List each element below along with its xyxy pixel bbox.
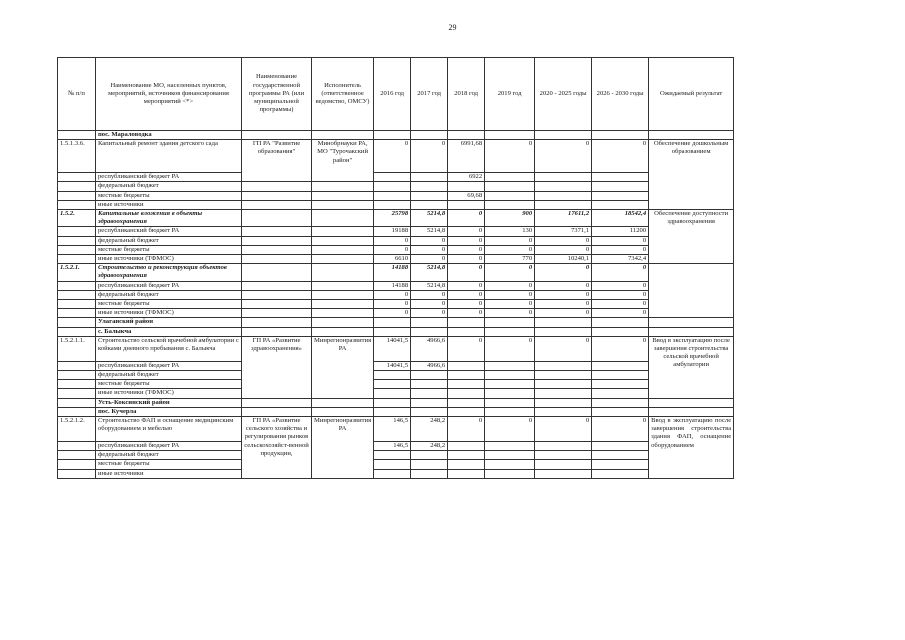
funding-source: республиканский бюджет РА [96, 173, 242, 182]
table-row [58, 281, 734, 290]
value-2016: 14041,5 [374, 361, 411, 370]
program-name: ГП РА «Развитие здравоохранения» [242, 336, 312, 398]
funding-source: иные источники (ТФМОС) [96, 255, 242, 264]
value-2026-2030: 0 [592, 281, 649, 290]
measure-name: Строительство сельской врачебной амбулатории с койками дневного пребывания с. Балыкча [96, 336, 242, 361]
value-2017: 0 [411, 255, 448, 264]
table-row [58, 255, 734, 264]
value-2019: 0 [485, 290, 535, 299]
value-2020-2025: 0 [535, 245, 592, 254]
table-row [58, 173, 734, 182]
funding-source: иные источники (ТФМОС) [96, 389, 242, 398]
value-2026-2030: 18542,4 [592, 210, 649, 227]
row-number: 1.5.2.1.2. [58, 417, 96, 442]
table-row [58, 227, 734, 236]
value-2019: 130 [485, 227, 535, 236]
value-2018: 0 [448, 227, 485, 236]
header-2026-2030: 2026 - 2030 годы [592, 58, 649, 131]
funding-source: местные бюджеты [96, 300, 242, 309]
value-2016: 0 [374, 140, 411, 173]
value-2018: 0 [448, 309, 485, 318]
value-2018: 0 [448, 290, 485, 299]
value-2026-2030: 11200 [592, 227, 649, 236]
table-row [58, 361, 734, 370]
funding-source: иные источники [96, 469, 242, 478]
table-row [58, 380, 734, 389]
header-2016: 2016 год [374, 58, 411, 131]
table-row [58, 469, 734, 478]
table-row [58, 191, 734, 200]
expected-result: Обеспечение доступности здравоохранения [649, 210, 734, 264]
value-2019: 0 [485, 336, 535, 361]
funding-source: местные бюджеты [96, 460, 242, 469]
value-2020-2025: 17611,2 [535, 210, 592, 227]
financing-table [57, 57, 734, 479]
value-2017: 248,2 [411, 442, 448, 451]
table-row [58, 442, 734, 451]
funding-source: местные бюджеты [96, 380, 242, 389]
funding-source: республиканский бюджет РА [96, 227, 242, 236]
table-row [58, 200, 734, 209]
value-2016: 14188 [374, 281, 411, 290]
funding-source: республиканский бюджет РА [96, 281, 242, 290]
value-2016: 0 [374, 309, 411, 318]
measure-name: Капитальные вложения в объекты здравоохранения [96, 210, 242, 227]
row-number: 1.5.2.1.1. [58, 336, 96, 361]
header-2019: 2019 год [485, 58, 535, 131]
value-2020-2025: 0 [535, 300, 592, 309]
table-header-row [58, 58, 734, 131]
value-2020-2025: 0 [535, 264, 592, 281]
value-2017: 5214,8 [411, 264, 448, 281]
value-2026-2030: 0 [592, 245, 649, 254]
table-row [58, 389, 734, 398]
funding-source: республиканский бюджет РА [96, 361, 242, 370]
value-2016: 0 [374, 290, 411, 299]
section-row [58, 318, 734, 327]
value-2017: 5214,8 [411, 281, 448, 290]
value-2017: 0 [411, 290, 448, 299]
header-program: Наименование государственной программы РА (или муниципальной программы) [242, 58, 312, 131]
executor-name: Минрегионразвития РА [312, 336, 374, 398]
header-2020-2025: 2020 - 2025 годы [535, 58, 592, 131]
value-2026-2030: 0 [592, 290, 649, 299]
value-2019: 0 [485, 309, 535, 318]
funding-source: федеральный бюджет [96, 182, 242, 191]
table-row [58, 264, 734, 281]
value-2017: 248,2 [411, 417, 448, 442]
value-2018: 6991,68 [448, 140, 485, 173]
value-2026-2030: 0 [592, 300, 649, 309]
header-name: Наименование МО, населенных пунктов, мероприятий, источников финансирования мероприятий <*> [96, 58, 242, 131]
value-2018: 0 [448, 245, 485, 254]
value-2020-2025: 10240,1 [535, 255, 592, 264]
funding-source: федеральный бюджет [96, 236, 242, 245]
value-2016: 0 [374, 300, 411, 309]
expected-result: Обеспечение дошкольным образованием [649, 140, 734, 210]
value-2019: 0 [485, 264, 535, 281]
funding-source: республиканский бюджет РА [96, 442, 242, 451]
value-2017: 5214,8 [411, 210, 448, 227]
value-2026-2030: 0 [592, 336, 649, 361]
executor-name: Минрегионразвития РА [312, 417, 374, 479]
value-2018: 0 [448, 336, 485, 361]
value-2026-2030: 7342,4 [592, 255, 649, 264]
row-number: 1.5.1.3.6. [58, 140, 96, 173]
table-row [58, 290, 734, 299]
section-title: Улаганский район [96, 318, 242, 327]
value-2020-2025: 0 [535, 309, 592, 318]
value-2019: 0 [485, 140, 535, 173]
value-2017: 0 [411, 236, 448, 245]
value-2020-2025: 0 [535, 336, 592, 361]
table-row [58, 417, 734, 442]
header-2018: 2018 год [448, 58, 485, 131]
value-2019: 0 [485, 281, 535, 290]
value-2017: 4966,6 [411, 361, 448, 370]
section-row [58, 327, 734, 336]
section-row [58, 398, 734, 407]
funding-source: федеральный бюджет [96, 371, 242, 380]
value-2019: 0 [485, 245, 535, 254]
value-2016: 14041,5 [374, 336, 411, 361]
program-name: ГП РА "Развитие образования" [242, 140, 312, 182]
value-2018: 69,68 [448, 191, 485, 200]
value-2016: 0 [374, 245, 411, 254]
value-2016: 19188 [374, 227, 411, 236]
value-2017: 0 [411, 309, 448, 318]
value-2017: 5214,8 [411, 227, 448, 236]
table-row [58, 451, 734, 460]
value-2026-2030: 0 [592, 236, 649, 245]
table-row [58, 309, 734, 318]
value-2018: 0 [448, 264, 485, 281]
table-row [58, 236, 734, 245]
executor-name: Минобрнауки РА, МО "Турочакский район" [312, 140, 374, 182]
table-row [58, 182, 734, 191]
funding-source: федеральный бюджет [96, 451, 242, 460]
header-2017: 2017 год [411, 58, 448, 131]
section-title: с. Балыкча [96, 327, 242, 336]
value-2026-2030: 0 [592, 309, 649, 318]
table-row [58, 210, 734, 227]
funding-source: иные источники (ТФМОС) [96, 309, 242, 318]
value-2016: 6610 [374, 255, 411, 264]
value-2020-2025: 0 [535, 290, 592, 299]
value-2020-2025: 0 [535, 140, 592, 173]
header-num: № п/п [58, 58, 96, 131]
value-2018: 0 [448, 281, 485, 290]
value-2016: 14188 [374, 264, 411, 281]
section-row [58, 407, 734, 416]
table-row [58, 300, 734, 309]
value-2019: 0 [485, 417, 535, 442]
table-row [58, 371, 734, 380]
table-row [58, 245, 734, 254]
section-title: Усть-Коксинский район [96, 398, 242, 407]
value-2018: 0 [448, 300, 485, 309]
measure-name: Капитальный ремонт здания детского сада [96, 140, 242, 173]
table-row [58, 460, 734, 469]
program-name: ГП РА «Развитие сельского хозяйства и регулирования рынков сельскохозяйст-венной продукции, [242, 417, 312, 479]
value-2018: 6922 [448, 173, 485, 182]
funding-source: местные бюджеты [96, 191, 242, 200]
measure-name: Строительство и реконструкция объектов здравоохранения [96, 264, 242, 281]
expected-result: Ввод в эксплуатацию после завершения строительства здания ФАП, оснащение оборудованием [649, 417, 734, 479]
funding-source: иные источники [96, 200, 242, 209]
value-2019: 0 [485, 236, 535, 245]
value-2017: 0 [411, 300, 448, 309]
section-row [58, 131, 734, 140]
row-number: 1.5.2. [58, 210, 96, 227]
table-row [58, 336, 734, 361]
value-2017: 0 [411, 245, 448, 254]
value-2018: 0 [448, 417, 485, 442]
value-2020-2025: 0 [535, 281, 592, 290]
value-2016: 146,5 [374, 442, 411, 451]
value-2016: 146,5 [374, 417, 411, 442]
value-2019: 0 [485, 300, 535, 309]
value-2016: 25798 [374, 210, 411, 227]
section-title: пос. Мараловодка [96, 131, 242, 140]
value-2016: 0 [374, 236, 411, 245]
value-2017: 0 [411, 140, 448, 173]
expected-result: Ввод в эксплуатацию после завершения строительства сельской врачебной амбулатории [649, 336, 734, 398]
value-2019: 900 [485, 210, 535, 227]
value-2019: 770 [485, 255, 535, 264]
header-executor: Исполнитель (ответственное ведомство, ОМСУ) [312, 58, 374, 131]
value-2018: 0 [448, 210, 485, 227]
funding-source: местные бюджеты [96, 245, 242, 254]
value-2020-2025: 0 [535, 236, 592, 245]
value-2017: 4966,6 [411, 336, 448, 361]
measure-name: Строительство ФАП и оснащение медицинским оборудованием и мебелью [96, 417, 242, 442]
table-row [58, 140, 734, 173]
value-2020-2025: 0 [535, 417, 592, 442]
value-2018: 0 [448, 236, 485, 245]
value-2026-2030: 0 [592, 140, 649, 173]
header-result: Ожидаемый результат [649, 58, 734, 131]
value-2020-2025: 7371,1 [535, 227, 592, 236]
value-2018: 0 [448, 255, 485, 264]
value-2026-2030: 0 [592, 417, 649, 442]
value-2026-2030: 0 [592, 264, 649, 281]
funding-source: федеральный бюджет [96, 290, 242, 299]
section-title: пос. Кучерла [96, 407, 242, 416]
row-number: 1.5.2.1. [58, 264, 96, 281]
page-number: 29 [448, 23, 457, 32]
